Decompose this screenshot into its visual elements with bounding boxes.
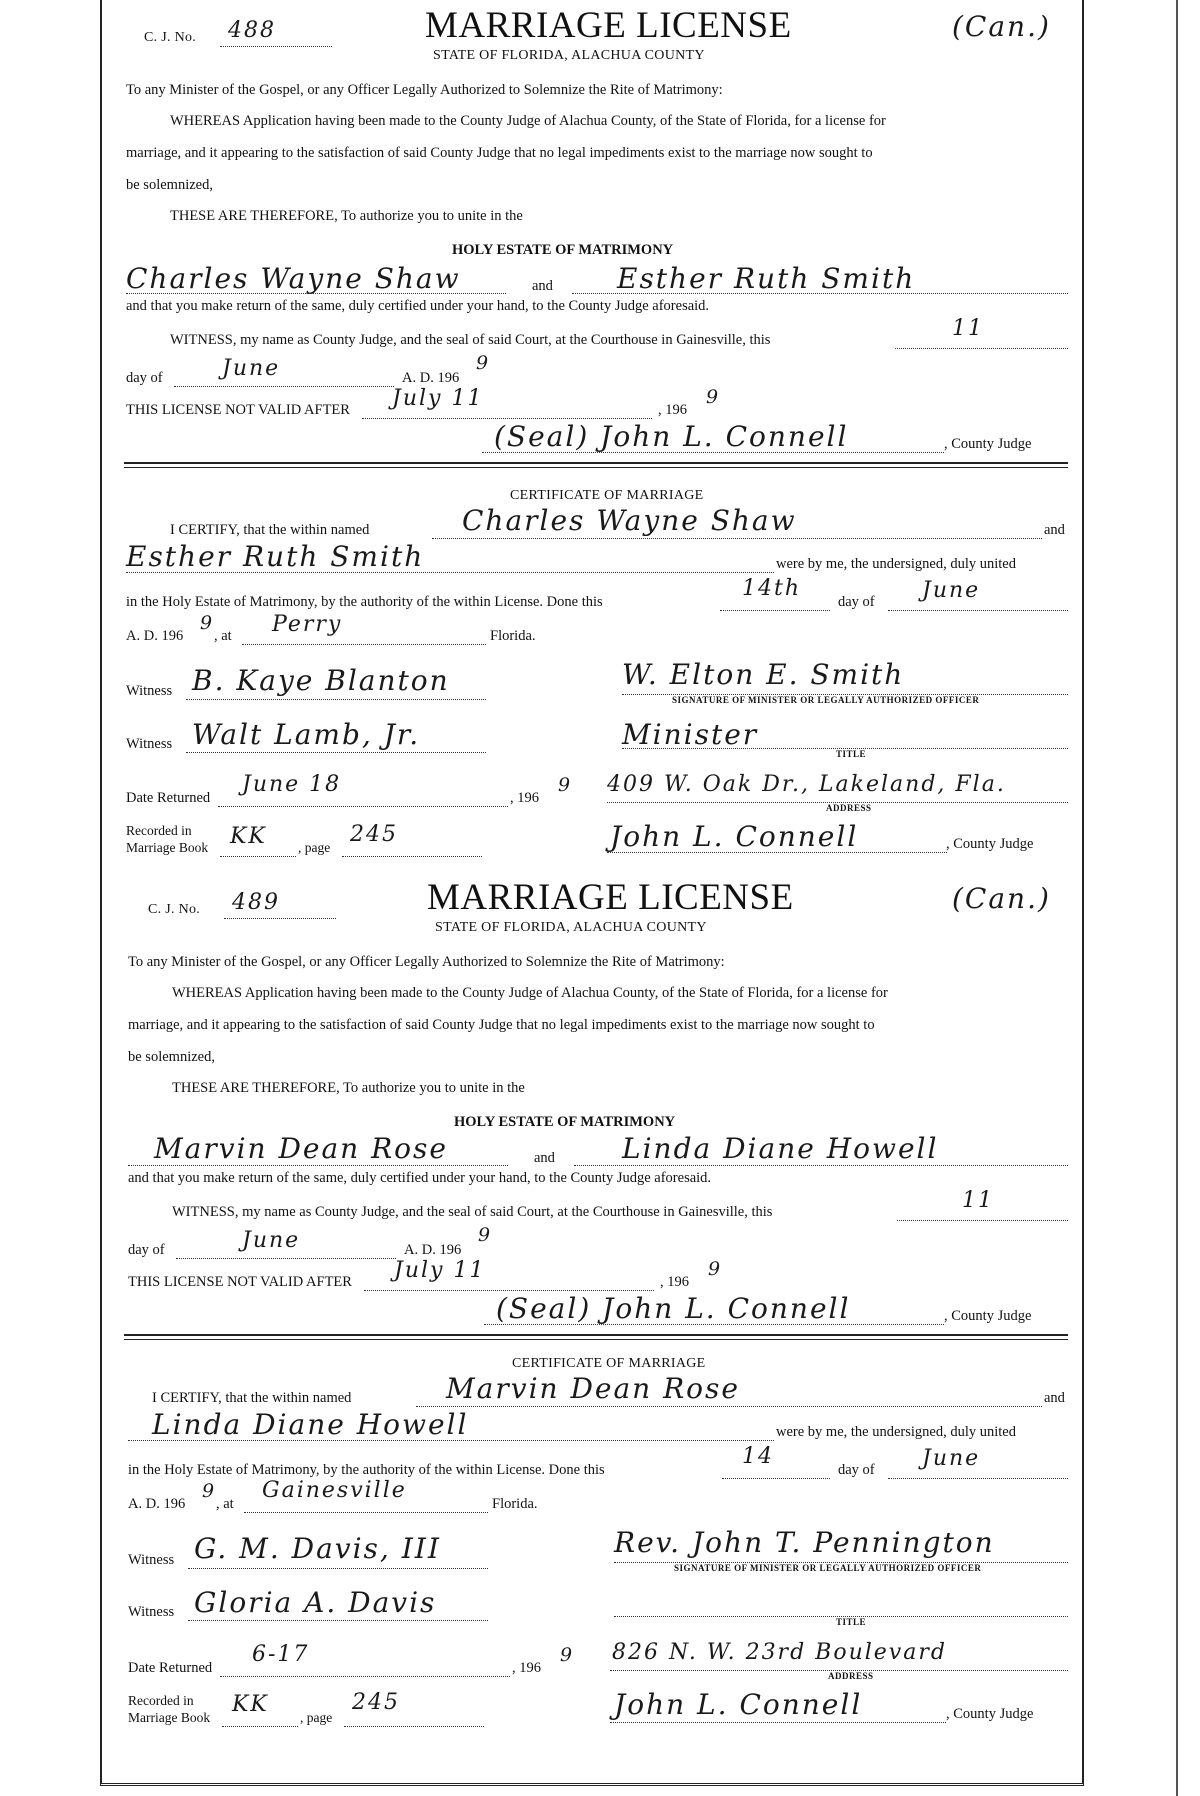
- florida-label: Florida.: [492, 1496, 538, 1512]
- recording-judge-signature: John L. Connell: [610, 820, 859, 853]
- address-caption: ADDRESS: [826, 803, 872, 813]
- judge-line: [484, 1324, 944, 1325]
- license-year-digit: 9: [476, 352, 491, 374]
- whereas-line-3: be solemnized,: [126, 177, 213, 193]
- not-valid-year-digit: 9: [708, 1258, 723, 1280]
- county-judge-label: , County Judge: [944, 1308, 1032, 1324]
- recording-judge-line: [610, 1722, 946, 1723]
- cj-label: C. J. No.: [148, 902, 201, 917]
- returned-year-prefix: , 196: [512, 1660, 541, 1676]
- address-caption: ADDRESS: [828, 1671, 874, 1681]
- section-divider: [124, 462, 1068, 464]
- cert-ad-label: A. D. 196: [128, 1496, 186, 1512]
- therefore-line: THESE ARE THEREFORE, To authorize you to unite in the: [172, 1080, 525, 1096]
- done-day-line: [722, 1478, 830, 1479]
- officer-caption: SIGNATURE OF MINISTER OR LEGALLY AUTHORIZED OFFICER: [672, 695, 980, 705]
- witness-2-label: Witness: [128, 1604, 175, 1620]
- cert-and-label: and: [1044, 1390, 1065, 1406]
- witness-line: WITNESS, my name as County Judge, and the seal of said Court, at the Courthouse in Gainesville, this: [170, 332, 771, 348]
- date-returned: 6-17: [252, 1642, 310, 1667]
- groom-line: [126, 293, 506, 294]
- cj-line: [224, 918, 336, 919]
- not-valid-line: [364, 1290, 654, 1291]
- groom-name: Charles Wayne Shaw: [126, 262, 461, 295]
- at-label: , at: [214, 628, 232, 644]
- cert-bride-line: [126, 572, 774, 573]
- cert-day-of-label: day of: [838, 594, 875, 610]
- witness-day: 11: [962, 1188, 994, 1213]
- month-line: [174, 386, 394, 387]
- marriage-book-label: Marriage Book: [128, 1710, 211, 1725]
- page-label: , page: [300, 1710, 333, 1725]
- recording-county-judge: , County Judge: [946, 836, 1034, 852]
- holy-estate-text: in the Holy Estate of Matrimony, by the authority of the within License. Done this: [128, 1462, 605, 1478]
- page-line: [344, 1726, 484, 1727]
- cert-year-digit: 9: [202, 1480, 217, 1502]
- holy-estate-text: in the Holy Estate of Matrimony, by the authority of the within License. Done this: [126, 594, 603, 610]
- date-returned-line: [218, 806, 508, 807]
- marriage-place: Perry: [272, 612, 343, 637]
- section-divider-thin: [124, 1339, 1068, 1340]
- page-value: 245: [350, 822, 398, 847]
- groom-line: [128, 1165, 508, 1166]
- united-text: were by me, the undersigned, duly united: [776, 1424, 1016, 1440]
- certificate-title: CERTIFICATE OF MARRIAGE: [510, 488, 704, 503]
- cert-day-of-label: day of: [838, 1462, 875, 1478]
- witness-2-name: Gloria A. Davis: [194, 1586, 437, 1619]
- book-value: KK: [230, 824, 267, 849]
- done-day-line: [720, 610, 830, 611]
- officer-address: 409 W. Oak Dr., Lakeland, Fla.: [607, 772, 1006, 797]
- day-of-label: day of: [128, 1242, 165, 1258]
- marriage-license-1: [102, 0, 1078, 870]
- certify-label: I CERTIFY, that the within named: [170, 522, 370, 538]
- license-heading: MARRIAGE LICENSE: [427, 877, 794, 918]
- cert-bride-line: [128, 1440, 774, 1441]
- holy-estate-heading: HOLY ESTATE OF MATRIMONY: [452, 242, 674, 258]
- date-returned-label: Date Returned: [126, 790, 211, 806]
- page-value: 245: [352, 1690, 400, 1715]
- book-value: KK: [232, 1692, 269, 1717]
- witness-1-name: B. Kaye Blanton: [192, 664, 450, 697]
- officer-caption: SIGNATURE OF MINISTER OR LEGALLY AUTHORIZED OFFICER: [674, 1563, 982, 1573]
- certify-label: I CERTIFY, that the within named: [152, 1390, 352, 1406]
- done-day: 14: [742, 1444, 774, 1469]
- officer-title: Minister: [622, 718, 759, 751]
- done-month-line: [888, 1478, 1068, 1479]
- at-label: , at: [216, 1496, 234, 1512]
- returned-year-prefix: , 196: [510, 790, 539, 806]
- book-line: [220, 856, 296, 857]
- marriage-place: Gainesville: [262, 1478, 407, 1503]
- marriage-book-label: Marriage Book: [126, 840, 209, 855]
- date-returned-line: [220, 1676, 510, 1677]
- cert-ad-label: A. D. 196: [126, 628, 184, 644]
- officer-signature: W. Elton E. Smith: [622, 658, 905, 691]
- groom-name: Marvin Dean Rose: [154, 1132, 448, 1165]
- cj-number: 488: [228, 18, 276, 43]
- not-valid-label: THIS LICENSE NOT VALID AFTER: [128, 1274, 352, 1290]
- marriage-license-2: [102, 872, 1078, 1742]
- whereas-line-1: WHEREAS Application having been made to the County Judge of Alachua County, of the State of Florida, for a license for: [172, 985, 888, 1001]
- title-caption: TITLE: [836, 1617, 867, 1627]
- done-month: June: [922, 578, 981, 603]
- page-label: , page: [298, 840, 331, 855]
- corner-note: (Can.): [952, 882, 1051, 915]
- officer-signature: Rev. John T. Pennington: [614, 1526, 995, 1559]
- book-line: [222, 1726, 298, 1727]
- judge-seal-signature: (Seal) John L. Connell: [496, 1292, 851, 1325]
- section-divider: [124, 1334, 1068, 1336]
- cert-groom: Charles Wayne Shaw: [462, 504, 797, 537]
- returned-year-digit: 9: [558, 774, 573, 796]
- witness-2-label: Witness: [126, 736, 173, 752]
- returned-year-digit: 9: [560, 1644, 575, 1666]
- return-line: and that you make return of the same, duly certified under your hand, to the County Judge aforesaid.: [126, 298, 710, 314]
- not-valid-line: [362, 418, 652, 419]
- county-judge-label: , County Judge: [944, 436, 1032, 452]
- whereas-line-2: marriage, and it appearing to the satisfaction of said County Judge that no legal impediments exist to the marriage now sought to: [126, 145, 873, 161]
- and-label: and: [532, 278, 553, 294]
- witness-day-line: [895, 348, 1068, 349]
- not-valid-year-prefix: , 196: [660, 1274, 689, 1290]
- florida-label: Florida.: [490, 628, 536, 644]
- whereas-line-3: be solemnized,: [128, 1049, 215, 1065]
- cert-bride: Esther Ruth Smith: [126, 540, 425, 573]
- license-heading: MARRIAGE LICENSE: [425, 5, 792, 46]
- section-divider-thin: [124, 467, 1068, 468]
- title-caption: TITLE: [836, 749, 867, 759]
- license-month: June: [222, 356, 281, 381]
- witness-day: 11: [952, 316, 984, 341]
- recording-judge-line: [607, 852, 947, 853]
- witness-2-line: [186, 752, 486, 753]
- certificate-title: CERTIFICATE OF MARRIAGE: [512, 1356, 706, 1371]
- whereas-line-2: marriage, and it appearing to the satisfaction of said County Judge that no legal impediments exist to the marriage now sought to: [128, 1017, 875, 1033]
- return-line: and that you make return of the same, duly certified under your hand, to the County Judge aforesaid.: [128, 1170, 712, 1186]
- therefore-line: THESE ARE THEREFORE, To authorize you to unite in the: [170, 208, 523, 224]
- done-month: June: [922, 1446, 981, 1471]
- ad-label: A. D. 196: [402, 370, 460, 386]
- license-year-digit: 9: [478, 1224, 493, 1246]
- judge-seal-signature: (Seal) John L. Connell: [494, 420, 849, 453]
- page-line: [342, 856, 482, 857]
- witness-1-label: Witness: [128, 1552, 175, 1568]
- day-of-label: day of: [126, 370, 163, 386]
- witness-line: WITNESS, my name as County Judge, and the seal of said Court, at the Courthouse in Gainesville, this: [172, 1204, 773, 1220]
- date-returned: June 18: [242, 772, 342, 797]
- recording-judge-signature: John L. Connell: [614, 1688, 863, 1721]
- month-line: [176, 1258, 396, 1259]
- done-day: 14th: [742, 576, 802, 601]
- license-subheading: STATE OF FLORIDA, ALACHUA COUNTY: [433, 48, 705, 63]
- ad-label: A. D. 196: [404, 1242, 462, 1258]
- done-month-line: [888, 610, 1068, 611]
- bride-line: [572, 293, 1068, 294]
- cert-groom-line: [432, 538, 1042, 539]
- salutation: To any Minister of the Gospel, or any Officer Legally Authorized to Solemnize the Rite of Matrimony:: [128, 954, 725, 970]
- cert-groom: Marvin Dean Rose: [446, 1372, 740, 1405]
- salutation: To any Minister of the Gospel, or any Officer Legally Authorized to Solemnize the Rite of Matrimony:: [126, 82, 723, 98]
- license-month: June: [242, 1228, 301, 1253]
- judge-line: [482, 452, 944, 453]
- recorded-in-label: Recorded in: [128, 1693, 194, 1708]
- whereas-line-1: WHEREAS Application having been made to the County Judge of Alachua County, of the State of Florida, for a license for: [170, 113, 886, 129]
- witness-1-line: [186, 699, 486, 700]
- witness-day-line: [897, 1220, 1068, 1221]
- corner-note: (Can.): [952, 10, 1051, 43]
- not-valid-year-prefix: , 196: [658, 402, 687, 418]
- and-label: and: [534, 1150, 555, 1166]
- cert-bride: Linda Diane Howell: [152, 1408, 469, 1441]
- not-valid-date: July 11: [392, 386, 484, 411]
- cj-line: [220, 46, 332, 47]
- place-line: [244, 1512, 488, 1513]
- holy-estate-heading: HOLY ESTATE OF MATRIMONY: [454, 1114, 676, 1130]
- witness-2-name: Walt Lamb, Jr.: [192, 718, 421, 751]
- place-line: [242, 644, 486, 645]
- witness-1-line: [188, 1568, 488, 1569]
- scan-edge: [1176, 0, 1178, 1796]
- witness-1-label: Witness: [126, 683, 173, 699]
- cert-and-label: and: [1044, 522, 1065, 538]
- license-subheading: STATE OF FLORIDA, ALACHUA COUNTY: [435, 920, 707, 935]
- recording-county-judge: , County Judge: [946, 1706, 1034, 1722]
- officer-address: 826 N. W. 23rd Boulevard: [612, 1640, 947, 1665]
- date-returned-label: Date Returned: [128, 1660, 213, 1676]
- cert-groom-line: [416, 1406, 1042, 1407]
- not-valid-year-digit: 9: [706, 386, 721, 408]
- witness-1-name: G. M. Davis, III: [194, 1532, 441, 1565]
- witness-2-line: [188, 1620, 488, 1621]
- recorded-in-label: Recorded in: [126, 823, 192, 838]
- bride-line: [574, 1165, 1068, 1166]
- cj-label: C. J. No.: [144, 30, 197, 45]
- united-text: were by me, the undersigned, duly united: [776, 556, 1016, 572]
- not-valid-date: July 11: [394, 1258, 486, 1283]
- bride-name: Esther Ruth Smith: [617, 262, 916, 295]
- cj-number: 489: [232, 890, 280, 915]
- not-valid-label: THIS LICENSE NOT VALID AFTER: [126, 402, 350, 418]
- bride-name: Linda Diane Howell: [622, 1132, 939, 1165]
- cert-year-digit: 9: [200, 612, 215, 634]
